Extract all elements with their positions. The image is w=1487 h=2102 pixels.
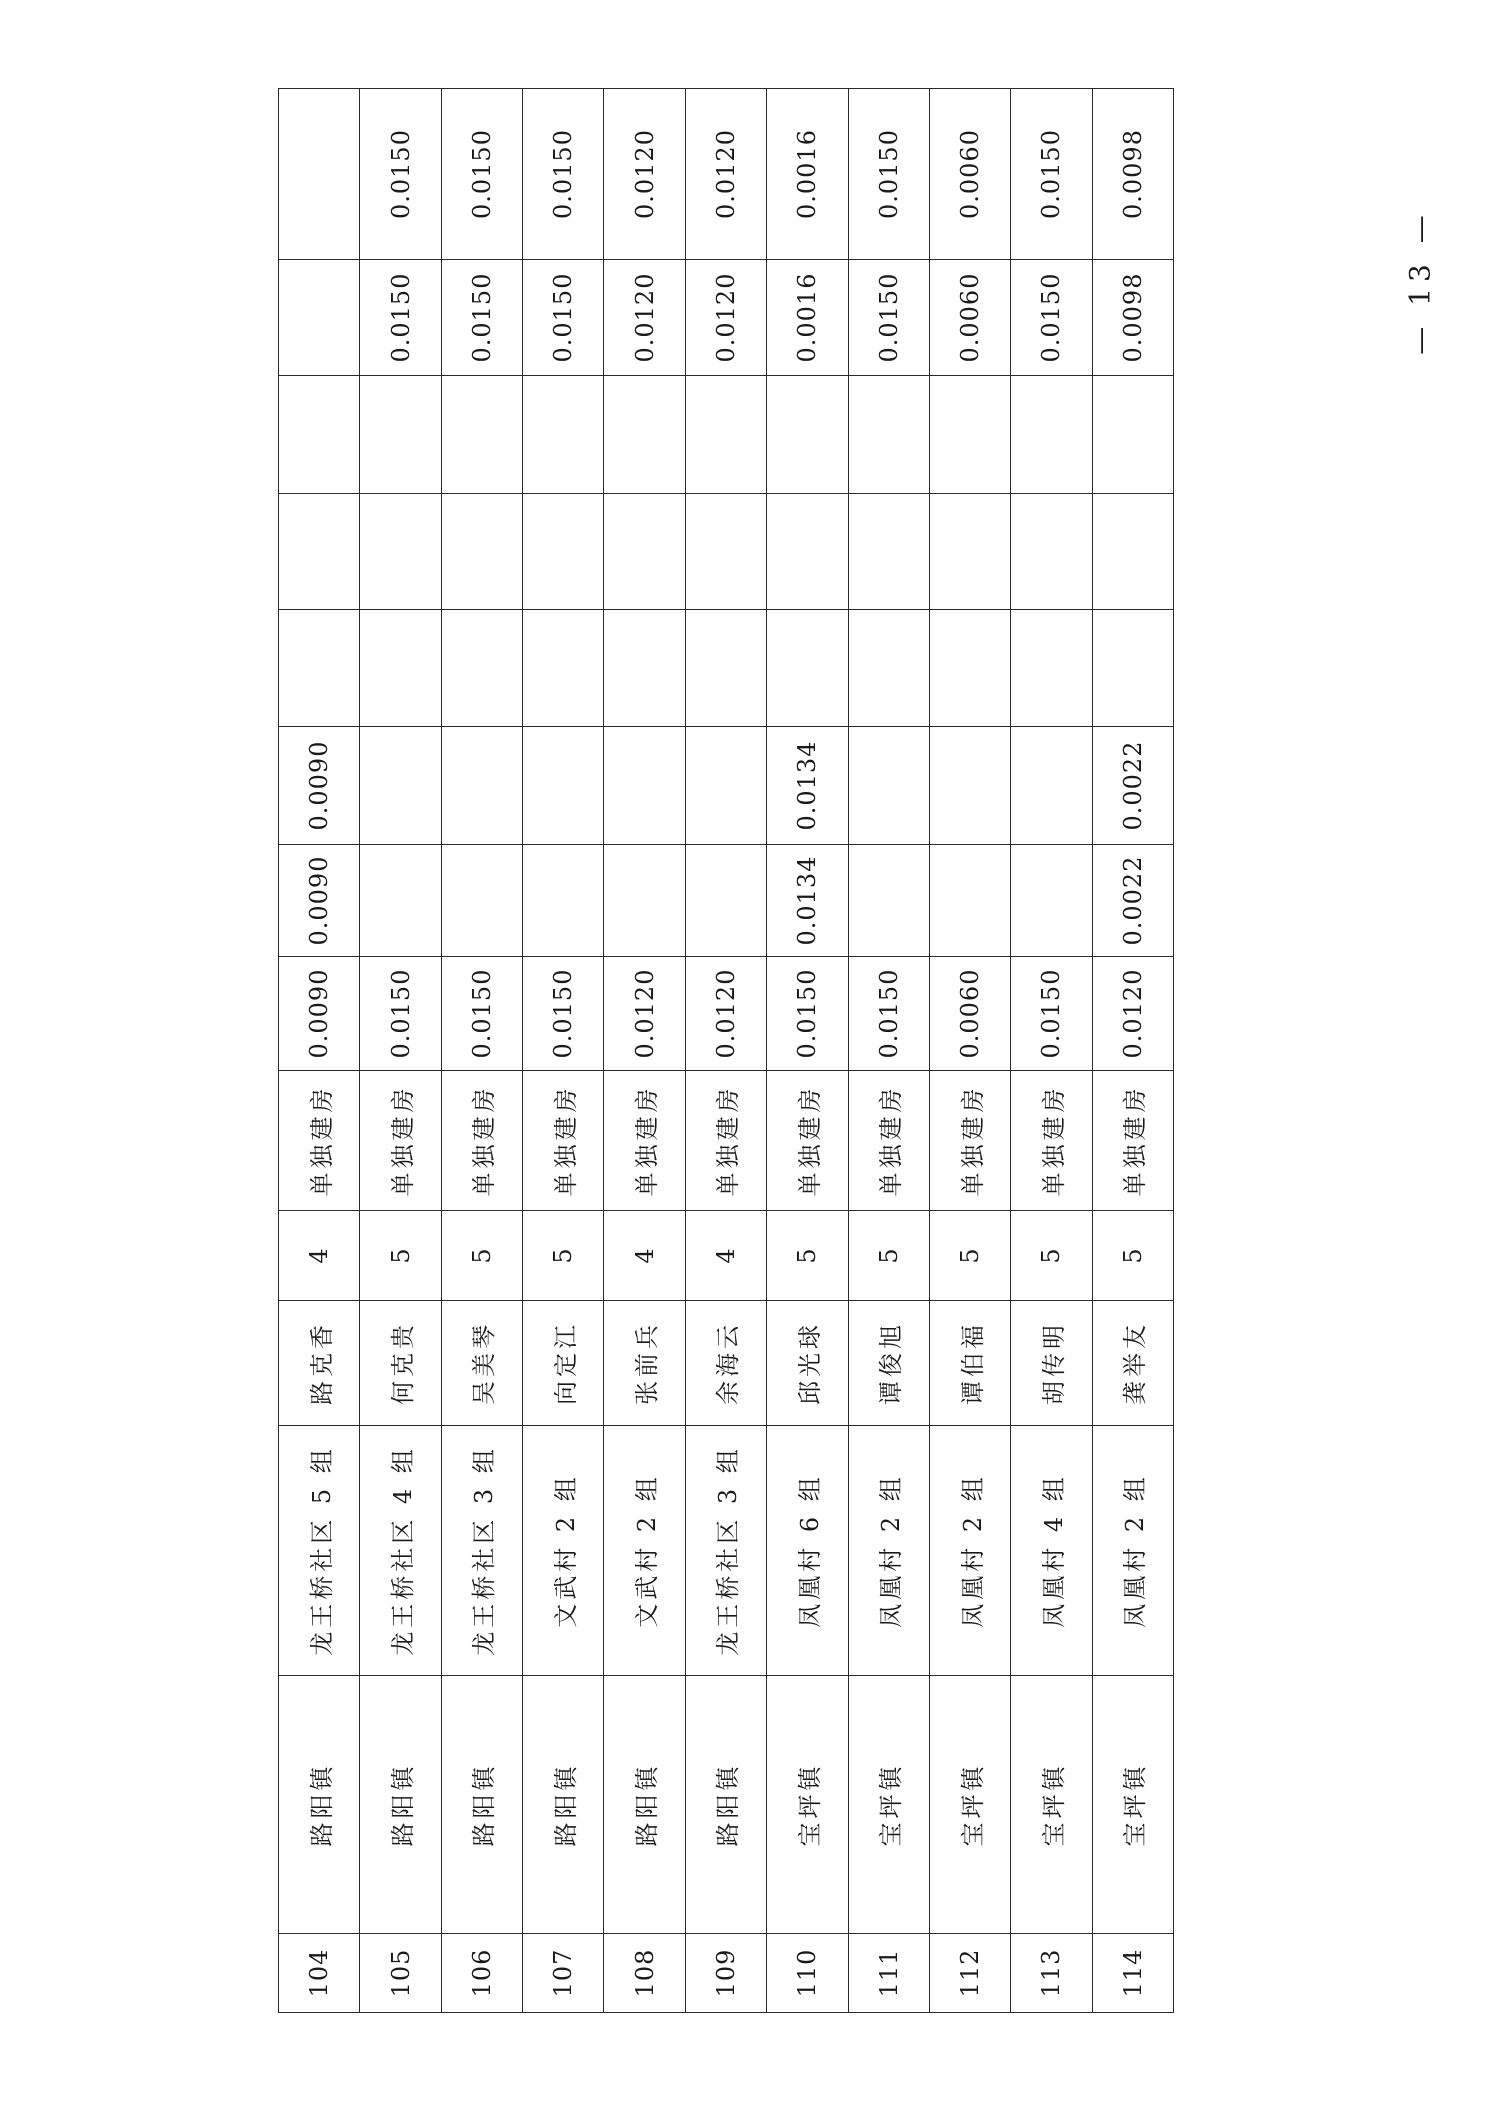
cell-col-11	[929, 494, 1010, 610]
cell-col-11	[1011, 494, 1092, 610]
cell-applicant-name: 路克香	[279, 1301, 360, 1426]
cell-row-number: 105	[360, 1934, 441, 2013]
rotated-table-container	[278, 89, 1173, 2013]
cell-col-13: 0.0150	[360, 260, 441, 376]
cell-col-14	[279, 89, 360, 260]
cell-building-type: 单独建房	[1011, 1071, 1092, 1211]
cell-col-14: 0.0120	[685, 89, 766, 260]
cell-area: 0.0150	[848, 957, 929, 1071]
table-row	[685, 89, 766, 2013]
cell-village-group: 凤凰村 4 组	[1011, 1426, 1092, 1676]
cell-col-12	[848, 376, 929, 494]
cell-row-number: 113	[1011, 1934, 1092, 2013]
cell-col-13: 0.0098	[1092, 260, 1173, 376]
table-row	[929, 89, 1010, 2013]
cell-col-10	[685, 610, 766, 727]
cell-col-14: 0.0150	[360, 89, 441, 260]
table-row	[279, 89, 360, 2013]
cell-applicant-name: 余海云	[685, 1301, 766, 1426]
cell-col-11	[604, 494, 685, 610]
cell-col-11	[1092, 494, 1173, 610]
cell-col-8: 0.0090	[279, 845, 360, 957]
cell-col-10	[523, 610, 604, 727]
table-row	[523, 89, 604, 2013]
cell-building-type: 单独建房	[685, 1071, 766, 1211]
cell-col-11	[767, 494, 848, 610]
cell-col-9	[848, 727, 929, 845]
cell-col-12	[279, 376, 360, 494]
cell-town: 路阳镇	[523, 1676, 604, 1934]
cell-col-8	[441, 845, 522, 957]
cell-household-count: 4	[604, 1211, 685, 1301]
cell-row-number: 108	[604, 1934, 685, 2013]
cell-col-13: 0.0150	[1011, 260, 1092, 376]
cell-col-12	[604, 376, 685, 494]
cell-col-14: 0.0016	[767, 89, 848, 260]
table-row	[848, 89, 929, 2013]
cell-col-13: 0.0016	[767, 260, 848, 376]
cell-col-12	[1011, 376, 1092, 494]
cell-household-count: 5	[848, 1211, 929, 1301]
cell-building-type: 单独建房	[523, 1071, 604, 1211]
cell-col-9	[523, 727, 604, 845]
cell-col-9	[929, 727, 1010, 845]
cell-row-number: 112	[929, 1934, 1010, 2013]
cell-applicant-name: 何克贵	[360, 1301, 441, 1426]
cell-applicant-name: 谭伯福	[929, 1301, 1010, 1426]
cell-village-group: 龙王桥社区 3 组	[685, 1426, 766, 1676]
cell-col-14: 0.0120	[604, 89, 685, 260]
cell-town: 路阳镇	[360, 1676, 441, 1934]
cell-household-count: 5	[767, 1211, 848, 1301]
cell-col-13: 0.0150	[848, 260, 929, 376]
cell-area: 0.0120	[604, 957, 685, 1071]
cell-area: 0.0090	[279, 957, 360, 1071]
cell-col-8	[604, 845, 685, 957]
cell-col-9	[360, 727, 441, 845]
cell-village-group: 文武村 2 组	[604, 1426, 685, 1676]
cell-town: 路阳镇	[441, 1676, 522, 1934]
cell-col-14: 0.0150	[441, 89, 522, 260]
cell-town: 路阳镇	[279, 1676, 360, 1934]
cell-col-9: 0.0022	[1092, 727, 1173, 845]
cell-col-9: 0.0134	[767, 727, 848, 845]
cell-col-9	[441, 727, 522, 845]
cell-applicant-name: 谭俊旭	[848, 1301, 929, 1426]
cell-col-9	[685, 727, 766, 845]
cell-village-group: 文武村 2 组	[523, 1426, 604, 1676]
cell-building-type: 单独建房	[604, 1071, 685, 1211]
cell-col-8	[523, 845, 604, 957]
cell-applicant-name: 邱光球	[767, 1301, 848, 1426]
cell-col-14: 0.0150	[1011, 89, 1092, 260]
cell-area: 0.0060	[929, 957, 1010, 1071]
cell-col-10	[767, 610, 848, 727]
cell-col-14: 0.0098	[1092, 89, 1173, 260]
table-row	[1011, 89, 1092, 2013]
cell-area: 0.0150	[767, 957, 848, 1071]
table-row	[767, 89, 848, 2013]
table-body	[279, 89, 1174, 2013]
cell-building-type: 单独建房	[929, 1071, 1010, 1211]
cell-col-13: 0.0120	[604, 260, 685, 376]
cell-town: 宝坪镇	[848, 1676, 929, 1934]
cell-row-number: 106	[441, 1934, 522, 2013]
cell-town: 宝坪镇	[1011, 1676, 1092, 1934]
cell-row-number: 109	[685, 1934, 766, 2013]
cell-col-13: 0.0150	[523, 260, 604, 376]
cell-row-number: 110	[767, 1934, 848, 2013]
cell-col-12	[929, 376, 1010, 494]
cell-row-number: 114	[1092, 1934, 1173, 2013]
cell-col-8	[360, 845, 441, 957]
cell-town: 宝坪镇	[1092, 1676, 1173, 1934]
cell-col-11	[360, 494, 441, 610]
cell-village-group: 凤凰村 2 组	[1092, 1426, 1173, 1676]
cell-col-10	[441, 610, 522, 727]
page-number: — 13 —	[1403, 209, 1437, 355]
cell-col-10	[604, 610, 685, 727]
cell-col-10	[1011, 610, 1092, 727]
cell-village-group: 凤凰村 2 组	[848, 1426, 929, 1676]
cell-col-12	[1092, 376, 1173, 494]
cell-row-number: 107	[523, 1934, 604, 2013]
cell-applicant-name: 胡传明	[1011, 1301, 1092, 1426]
cell-town: 宝坪镇	[767, 1676, 848, 1934]
cell-col-12	[523, 376, 604, 494]
cell-col-13: 0.0150	[441, 260, 522, 376]
cell-village-group: 凤凰村 6 组	[767, 1426, 848, 1676]
cell-col-14: 0.0150	[848, 89, 929, 260]
cell-col-8	[848, 845, 929, 957]
cell-col-8	[1011, 845, 1092, 957]
cell-row-number: 104	[279, 1934, 360, 2013]
cell-col-12	[767, 376, 848, 494]
cell-village-group: 龙王桥社区 5 组	[279, 1426, 360, 1676]
cell-village-group: 凤凰村 2 组	[929, 1426, 1010, 1676]
cell-col-14: 0.0060	[929, 89, 1010, 260]
cell-col-10	[848, 610, 929, 727]
cell-building-type: 单独建房	[848, 1071, 929, 1211]
cell-col-10	[1092, 610, 1173, 727]
cell-col-11	[441, 494, 522, 610]
cell-col-13	[279, 260, 360, 376]
cell-col-8: 0.0134	[767, 845, 848, 957]
cell-col-11	[279, 494, 360, 610]
cell-col-8: 0.0022	[1092, 845, 1173, 957]
cell-area: 0.0150	[523, 957, 604, 1071]
cell-household-count: 4	[685, 1211, 766, 1301]
cell-household-count: 5	[1011, 1211, 1092, 1301]
cell-building-type: 单独建房	[360, 1071, 441, 1211]
cell-col-13: 0.0060	[929, 260, 1010, 376]
table-row	[1092, 89, 1173, 2013]
cell-area: 0.0150	[441, 957, 522, 1071]
table-row	[441, 89, 522, 2013]
cell-applicant-name: 吴美琴	[441, 1301, 522, 1426]
table-row	[604, 89, 685, 2013]
cell-household-count: 5	[523, 1211, 604, 1301]
cell-col-12	[441, 376, 522, 494]
cell-col-13: 0.0120	[685, 260, 766, 376]
cell-col-9: 0.0090	[279, 727, 360, 845]
cell-household-count: 5	[1092, 1211, 1173, 1301]
cell-building-type: 单独建房	[441, 1071, 522, 1211]
cell-town: 路阳镇	[685, 1676, 766, 1934]
cell-household-count: 5	[441, 1211, 522, 1301]
cell-building-type: 单独建房	[1092, 1071, 1173, 1211]
cell-col-11	[685, 494, 766, 610]
cell-town: 宝坪镇	[929, 1676, 1010, 1934]
cell-village-group: 龙王桥社区 3 组	[441, 1426, 522, 1676]
cell-col-14: 0.0150	[523, 89, 604, 260]
cell-area: 0.0120	[1092, 957, 1173, 1071]
cell-col-8	[685, 845, 766, 957]
cell-building-type: 单独建房	[279, 1071, 360, 1211]
cell-col-9	[1011, 727, 1092, 845]
cell-household-count: 5	[929, 1211, 1010, 1301]
cell-col-9	[604, 727, 685, 845]
cell-household-count: 5	[360, 1211, 441, 1301]
cell-household-count: 4	[279, 1211, 360, 1301]
cell-row-number: 111	[848, 1934, 929, 2013]
cell-col-10	[279, 610, 360, 727]
cell-area: 0.0150	[1011, 957, 1092, 1071]
cell-col-10	[929, 610, 1010, 727]
cell-building-type: 单独建房	[767, 1071, 848, 1211]
cell-area: 0.0120	[685, 957, 766, 1071]
cell-applicant-name: 向定江	[523, 1301, 604, 1426]
land-allocation-table	[278, 88, 1174, 2013]
cell-col-10	[360, 610, 441, 727]
cell-village-group: 龙王桥社区 4 组	[360, 1426, 441, 1676]
table-row	[360, 89, 441, 2013]
cell-applicant-name: 张前兵	[604, 1301, 685, 1426]
cell-col-11	[848, 494, 929, 610]
cell-area: 0.0150	[360, 957, 441, 1071]
cell-col-11	[523, 494, 604, 610]
cell-col-8	[929, 845, 1010, 957]
cell-applicant-name: 龚举友	[1092, 1301, 1173, 1426]
cell-col-12	[685, 376, 766, 494]
cell-town: 路阳镇	[604, 1676, 685, 1934]
cell-col-12	[360, 376, 441, 494]
